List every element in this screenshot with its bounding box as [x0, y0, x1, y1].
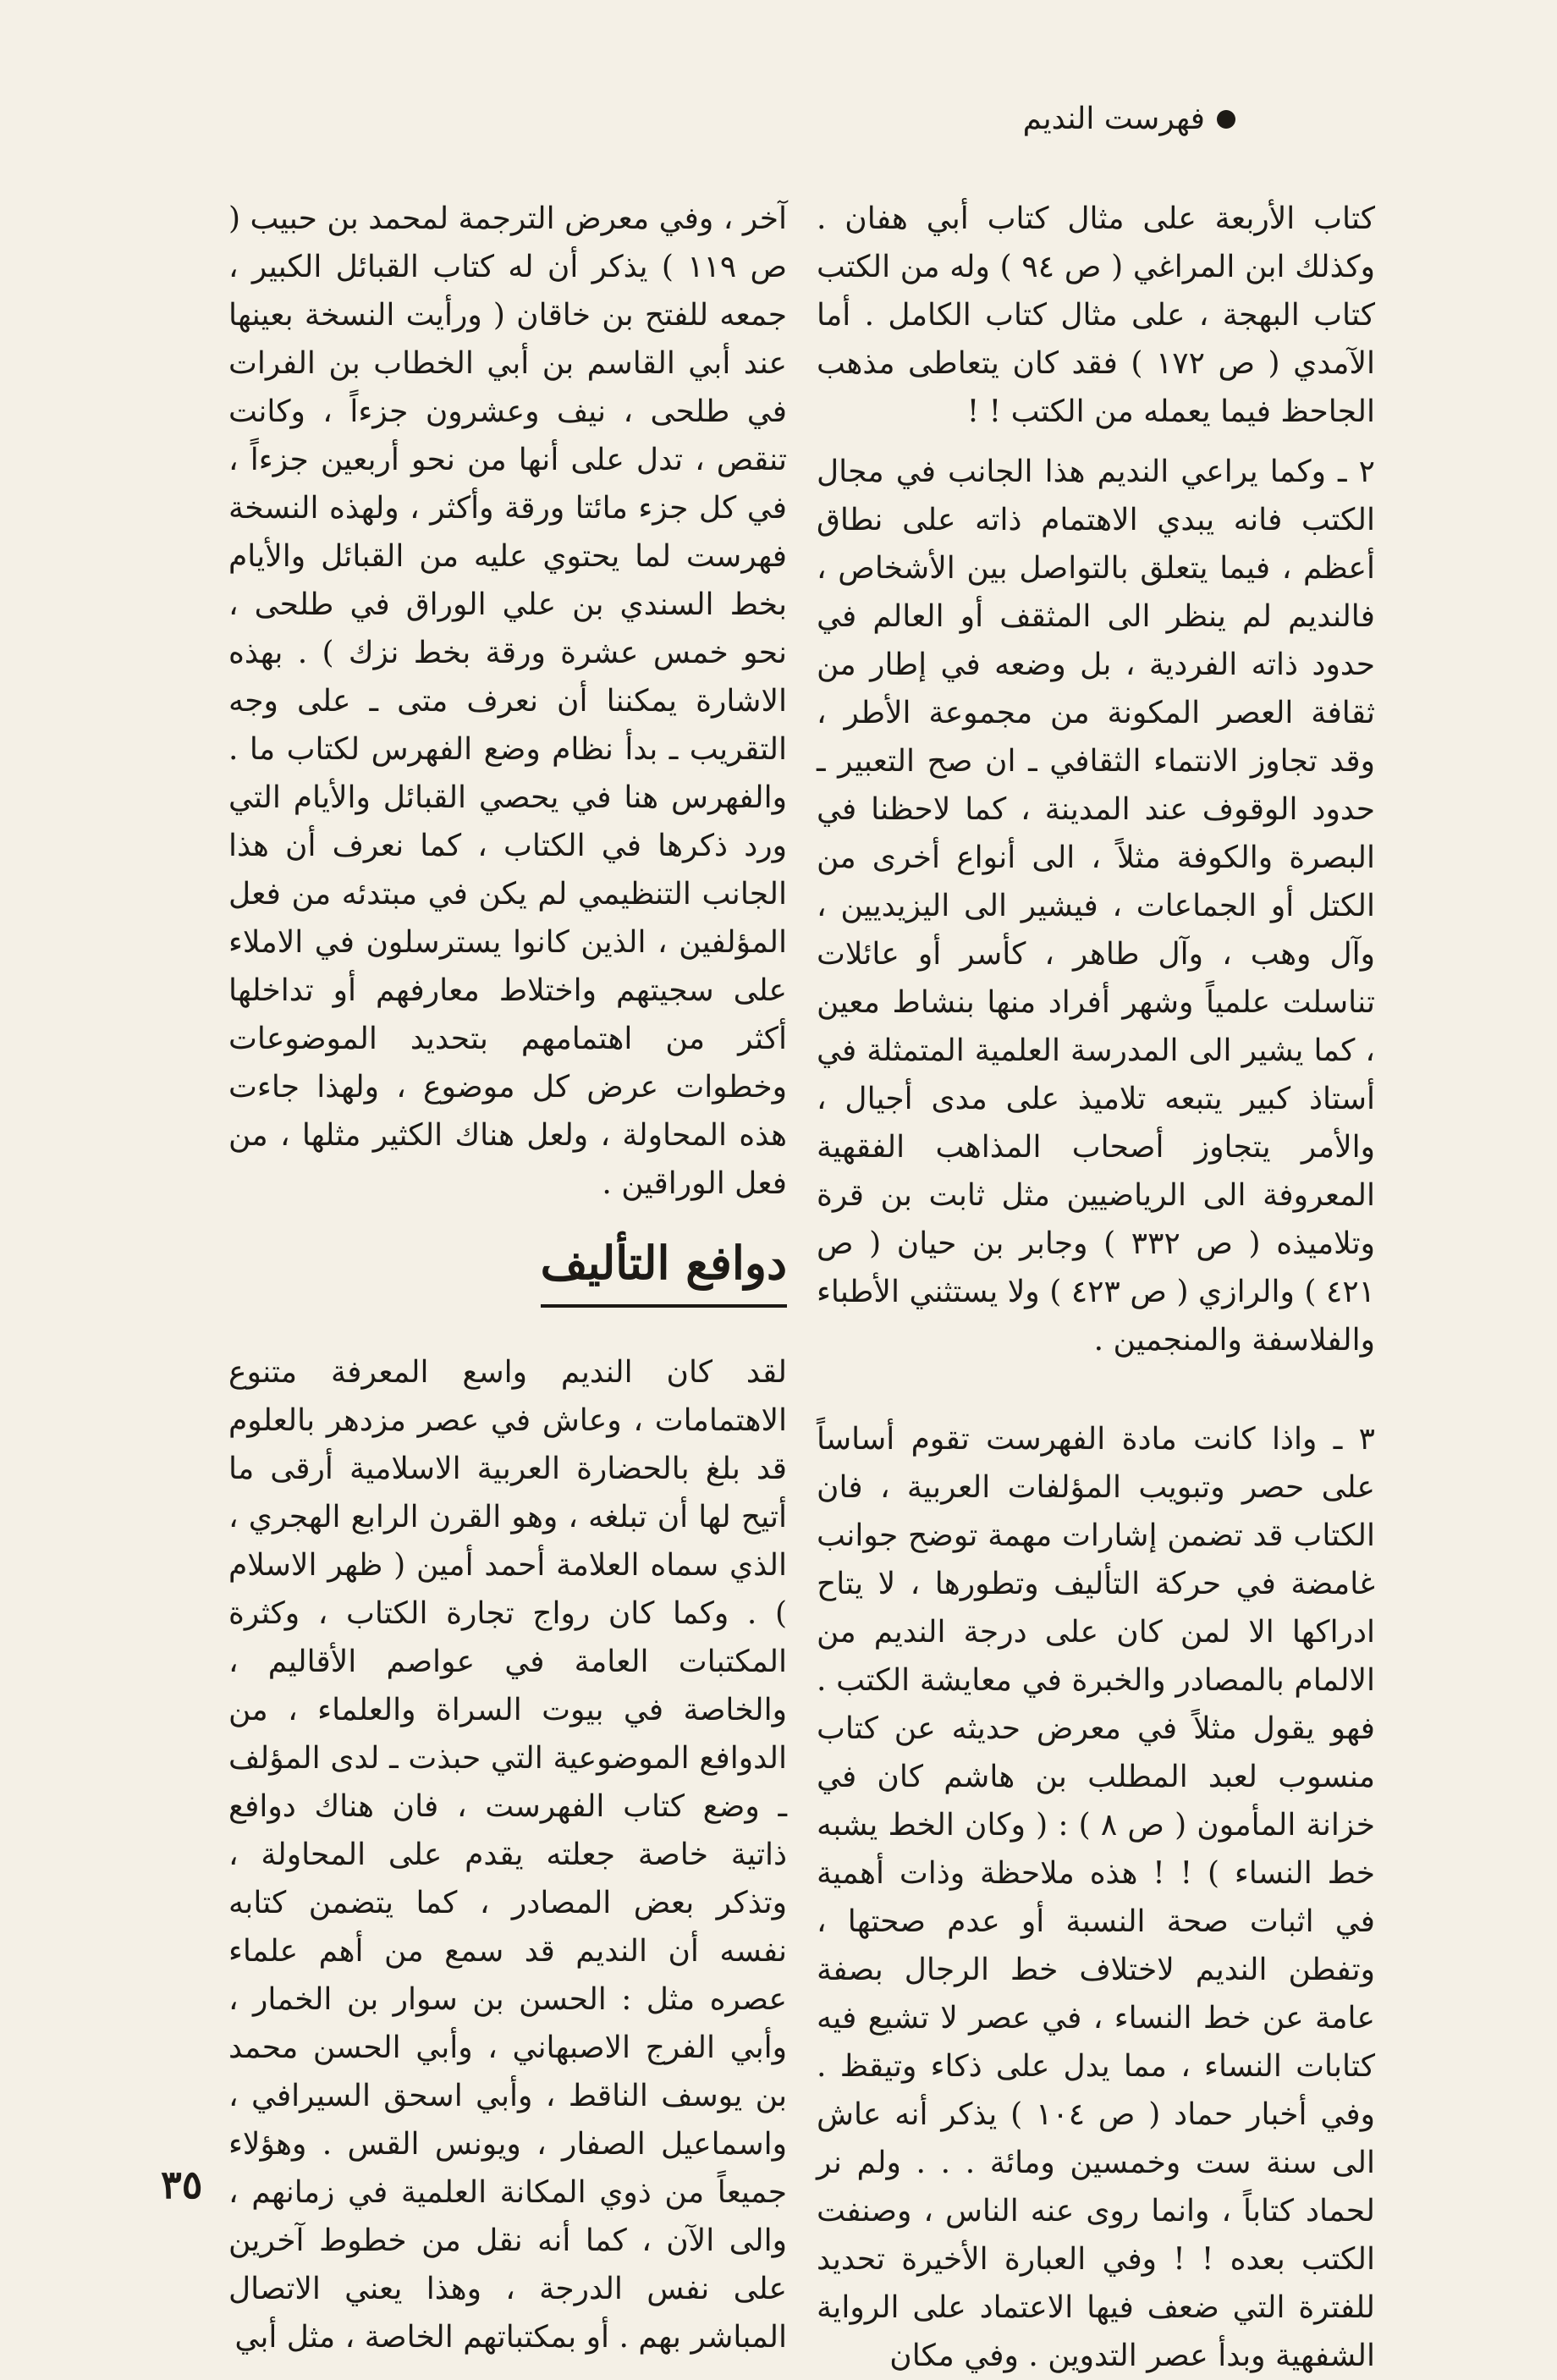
page-number: ٣٥ — [161, 2162, 203, 2207]
paragraph: ٢ ـ وكما يراعي النديم هذا الجانب في مجال الكتب فانه يبدي الاهتمام ذاته على نطاق أعظم ، فيما يتعلق بالتواصل بين الأشخاص ، فالنديم لم ينظر الى المثقف أو العالم في حدود ذاته الفردية ، بل وضعه في إطار من ثقافة العصر المكونة من مجموعة الأطر ، وقد تجاوز الانتماء الثقافي ـ ان صح التعبير ـ حدود الوقوف عند المدينة ، كما لاحظنا في البصرة والكوفة مثلاً ، الى أنواع أخرى من الكتل أو الجماعات ، فيشير الى اليزيديين ، وآل وهب ، وآل طاهر ، كأسر أو عائلات تناسلت علمياً وشهر أفراد منها بنشاط معين ، كما يشير الى المدرسة العلمية المتمثلة في أستاذ كبير يتبعه تلاميذ على مدى أجيال ، والأمر يتجاوز أصحاب المذاهب الفقهية المعروفة الى الرياضيين مثل ثابت بن قرة وتلاميذه ( ص ٣٣٢ ) وجابر بن حيان ( ص ٤٢١ ) والرازي ( ص ٤٢٣ ) ولا يستثني الأطباء والفلاسفة والمنجمين . — [817, 455, 1375, 1358]
paragraph: كتاب الأربعة على مثال كتاب أبي هفان . وكذلك ابن المراغي ( ص ٩٤ ) وله من الكتب كتاب البهجة ، على مثال كتاب الكامل . أما الآمدي ( ص ١٧٢ ) فقد كان يتعاطى مذهب الجاحظ فيما يعمله من الكتب ! ! — [817, 201, 1375, 429]
left-column — [228, 195, 787, 2361]
paragraph: آخر ، وفي معرض الترجمة لمحمد بن حبيب ( ص ١١٩ ) يذكر أن له كتاب القبائل الكبير ، جمعه للفتح بن خاقان ( ورأيت النسخة بعينها عند أبي القاسم بن أبي الخطاب بن الفرات في طلحى ، نيف وعشرون جزءاً ، وكانت تنقص ، تدل على أنها من نحو أربعين جزءاً ، في كل جزء مائتا ورقة وأكثر ، ولهذه النسخة فهرست لما يحتوي عليه من القبائل والأيام بخط السندي بن علي الوراق في طلحى ، نحو خمس عشرة ورقة بخط نزك ) . بهذه الاشارة يمكننا أن نعرف متى ـ على وجه التقريب ـ بدأ نظام وضع الفهرس لكتاب ما . والفهرس هنا في يحصي القبائل والأيام التي ورد ذكرها في الكتاب ، كما نعرف أن هذا الجانب التنظيمي لم يكن في مبتدئه من فعل المؤلفين ، الذين كانوا يسترسلون في الاملاء على سجيتهم واختلاط معارفهم أو تداخلها أكثر من اهتمامهم بتحديد الموضوعات وخطوات عرض كل موضوع ، ولهذا جاءت هذه المحاولة ، ولعل هناك الكثير مثلها ، من فعل الوراقين . — [228, 201, 788, 1201]
header-title: فهرست النديم — [1022, 102, 1205, 136]
right-column — [817, 195, 1375, 2380]
section-heading: دوافع التأليف — [541, 1233, 787, 1308]
section-heading-wrap — [228, 1233, 787, 1308]
running-header — [1023, 102, 1235, 136]
paragraph: لقد كان النديم واسع المعرفة متنوع الاهتمامات ، وعاش في عصر مزدهر بالعلوم قد بلغ بالحضارة العربية الاسلامية أرقى ما أتيح لها أن تبلغه ، وهو القرن الرابع الهجري ، الذي سماه العلامة أحمد أمين ( ظهر الاسلام ) . وكما كان رواج تجارة الكتاب ، وكثرة المكتبات العامة في عواصم الأقاليم ، والخاصة في بيوت السراة والعلماء ، من الدوافع الموضوعية التي حبذت ـ لدى المؤلف ـ وضع كتاب الفهرست ، فان هناك دوافع ذاتية خاصة جعلته يقدم على المحاولة ، وتذكر بعض المصادر ، كما يتضمن كتابه نفسه أن النديم قد سمع من أهم علماء عصره مثل : الحسن بن سوار بن الخمار ، وأبي الفرج الاصبهاني ، وأبي الحسن محمد بن يوسف الناقط ، وأبي اسحق السيرافي ، واسماعيل الصفار ، ويونس القس . وهؤلاء جميعاً من ذوي المكانة العلمية في زمانهم ، والى الآن ، كما أنه نقل من خطوط آخرين على نفس الدرجة ، وهذا يعني الاتصال المباشر بهم . أو بمكتباتهم الخاصة ، مثل أبي — [228, 1355, 787, 2355]
bullet-icon — [1217, 110, 1235, 129]
paragraph: ٣ ـ واذا كانت مادة الفهرست تقوم أساساً على حصر وتبويب المؤلفات العربية ، فان الكتاب قد تضمن إشارات مهمة توضح جوانب غامضة في حركة التأليف وتطورها ، لا يتاح ادراكها الا لمن كان على درجة النديم من الالمام بالمصادر والخبرة في معايشة الكتب . فهو يقول مثلاً في معرض حديثه عن كتاب منسوب لعبد المطلب بن هاشم كان في خزانة المأمون ( ص ٨ ) : ( وكان الخط يشبه خط النساء ) ! ! هذه ملاحظة وذات أهمية في اثبات صحة النسبة أو عدم صحتها ، وتفطن النديم لاختلاف خط الرجال بصفة عامة عن خط النساء ، في عصر لا تشيع فيه كتابات النساء ، مما يدل على ذكاء وتيقظ . وفي أخبار حماد ( ص ١٠٤ ) يذكر أنه عاش الى سنة ست وخمسين ومائة . . . ولم نر لحماد كتاباً ، وانما روى عنه الناس ، وصنفت الكتب بعده ! ! وفي العبارة الأخيرة تحديد للفترة التي ضعف فيها الاعتماد على الرواية الشفهية وبدأ عصر التدوين . وفي مكان — [817, 1422, 1375, 2373]
